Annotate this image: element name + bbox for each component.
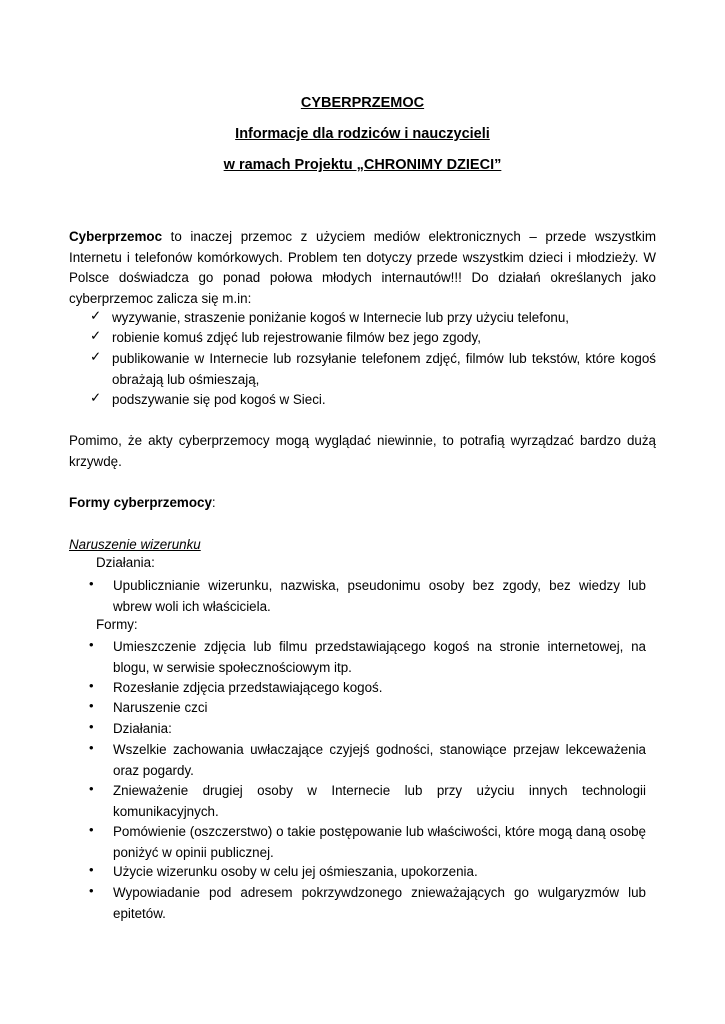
check-icon: ✓ xyxy=(90,328,102,343)
bullet-icon: • xyxy=(89,740,94,755)
list-item: Znieważenie drugiej osoby w Internecie lub przy użyciu innych technologii komunikacyjnych. xyxy=(113,783,646,819)
check-item: wyzywanie, straszenie poniżanie kogoś w Internecie lub przy użyciu telefonu, xyxy=(112,310,570,325)
bullet-icon: • xyxy=(89,719,94,734)
label-actions: Działania: xyxy=(96,555,155,570)
label-forms: Formy: xyxy=(96,617,138,632)
list-item: Działania: xyxy=(113,721,172,736)
bullet-icon: • xyxy=(89,637,94,652)
list-item: Wypowiadanie pod adresem pokrzywdzonego znieważających go wulgaryzmów lub epitetów. xyxy=(113,885,646,921)
list-item: Pomówienie (oszczerstwo) o takie postępowanie lub właściwości, które mogą daną osobę poniżyć w opinii publicznej. xyxy=(113,824,646,860)
section-heading: Naruszenie wizerunku xyxy=(69,537,201,552)
list-item: Upublicznianie wizerunku, nazwiska, pseudonimu osoby bez zgody, bez wiedzy lub wbrew woli ich właściciela. xyxy=(113,578,646,614)
list-item: Użycie wizerunku osoby w celu jej ośmieszania, upokorzenia. xyxy=(113,864,478,879)
bullet-icon: • xyxy=(89,698,94,713)
bullet-icon: • xyxy=(89,678,94,693)
check-icon: ✓ xyxy=(90,390,102,405)
check-item: robienie komuś zdjęć lub rejestrowanie filmów bez jego zgody, xyxy=(112,330,481,345)
bullet-icon: • xyxy=(89,862,94,877)
check-icon: ✓ xyxy=(90,308,102,323)
list-item: Umieszczenie zdjęcia lub filmu przedstawiającego kogoś na stronie internetowej, na blogu, w serwisie społecznościowym itp. xyxy=(113,639,646,675)
intro-term: Cyberprzemoc xyxy=(69,229,163,244)
bullet-icon: • xyxy=(89,576,94,591)
bullet-icon: • xyxy=(89,822,94,837)
warning-paragraph: Pomimo, że akty cyberprzemocy mogą wyglądać niewinnie, to potrafią wyrządzać bardzo dużą krzywdę. xyxy=(69,433,656,469)
check-item: podszywanie się pod kogoś w Sieci. xyxy=(112,392,326,407)
forms-heading-text: Formy cyberprzemocy xyxy=(69,495,212,510)
list-item: Naruszenie czci xyxy=(113,700,208,715)
document-subtitle-project: w ramach Projektu „CHRONIMY DZIECI” xyxy=(223,157,502,173)
bullet-icon: • xyxy=(89,781,94,796)
list-item: Wszelkie zachowania uwłaczające czyjejś godności, stanowiące przejaw lekceważenia oraz pogardy. xyxy=(113,742,646,778)
bullet-icon: • xyxy=(89,883,94,898)
check-icon: ✓ xyxy=(90,349,102,364)
intro-paragraph xyxy=(69,227,656,309)
check-item: publikowanie w Internecie lub rozsyłanie telefonem zdjęć, filmów lub tekstów, które kogoś obrażają lub ośmieszają, xyxy=(112,351,656,387)
forms-heading-colon: : xyxy=(211,495,216,510)
intro-text: to inaczej przemoc z użyciem mediów elektronicznych – przede wszystkim Internetu i telefonów komórkowych. Problem ten dotyczy przede wszystkim dzieci i młodzieży. W Polsce doświadcza go ponad połowa młodych internautów!!! Do działań określanych jako cyberprzemoc zalicza się m.in: xyxy=(69,229,656,306)
list-item: Rozesłanie zdjęcia przedstawiającego kogoś. xyxy=(113,680,383,695)
forms-heading xyxy=(69,493,216,513)
document-subtitle: Informacje dla rodziców i nauczycieli xyxy=(235,126,490,142)
document-title: CYBERPRZEMOC xyxy=(300,95,425,111)
